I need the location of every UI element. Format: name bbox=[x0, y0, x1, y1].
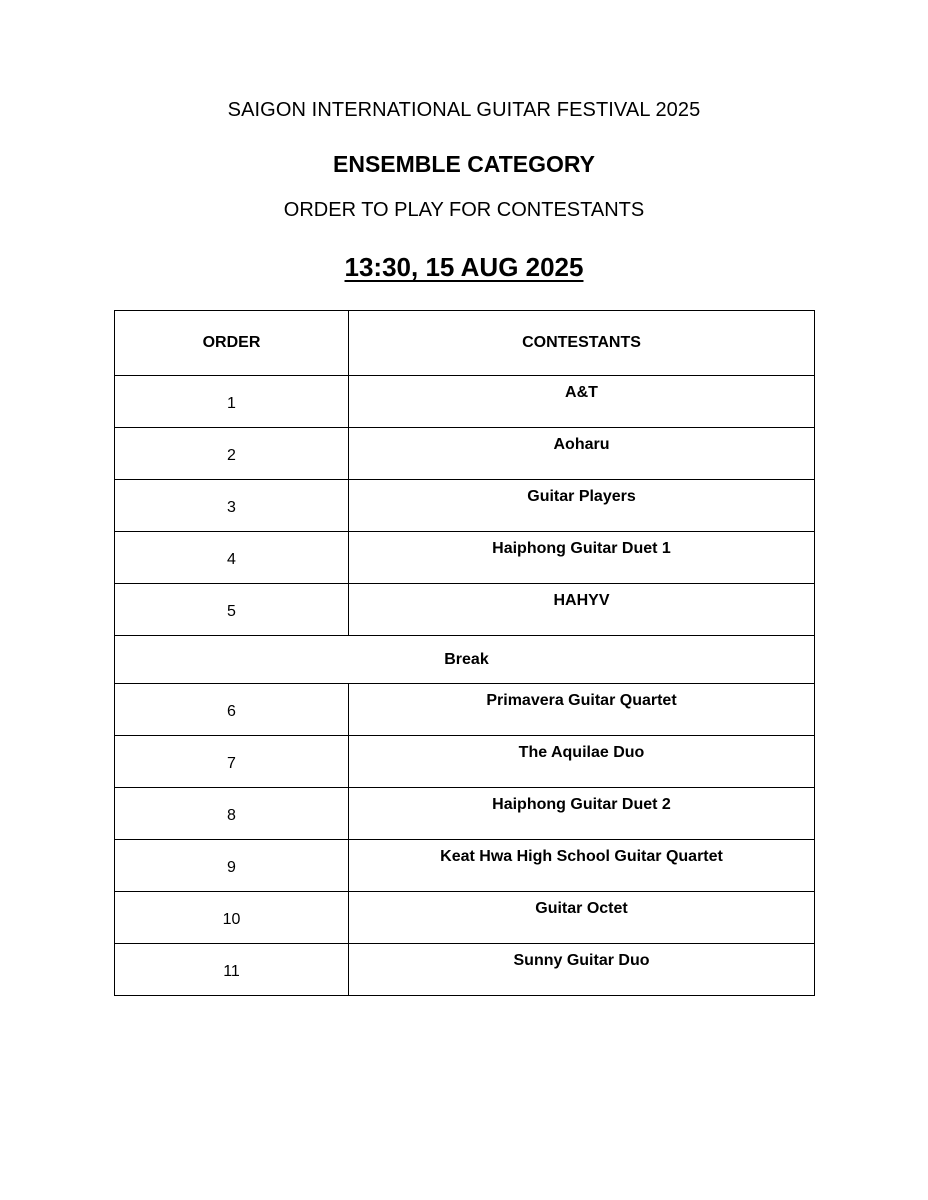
contestant-name-text: HAHYV bbox=[553, 592, 610, 609]
contestant-name bbox=[349, 892, 815, 944]
order-number: 4 bbox=[115, 532, 349, 584]
table-row bbox=[115, 376, 815, 428]
order-number: 3 bbox=[115, 480, 349, 532]
order-column-header: ORDER bbox=[115, 311, 349, 376]
table-row bbox=[115, 736, 815, 788]
contestant-name bbox=[349, 532, 815, 584]
festival-title: SAIGON INTERNATIONAL GUITAR FESTIVAL 2025 bbox=[227, 99, 701, 121]
break-cell bbox=[115, 636, 815, 684]
schedule-table bbox=[114, 310, 815, 996]
contestant-name bbox=[349, 840, 815, 892]
contestant-name-text: Aoharu bbox=[553, 436, 610, 453]
contestant-name bbox=[349, 944, 815, 996]
order-number: 6 bbox=[115, 684, 349, 736]
contestant-name bbox=[349, 428, 815, 480]
order-number: 11 bbox=[115, 944, 349, 996]
order-number: 10 bbox=[115, 892, 349, 944]
order-number: 5 bbox=[115, 584, 349, 636]
session-time: 13:30, 15 AUG 2025 bbox=[344, 252, 584, 282]
table-row bbox=[115, 584, 815, 636]
contestant-name-text: Haiphong Guitar Duet 1 bbox=[492, 540, 671, 557]
contestant-name-text: The Aquilae Duo bbox=[518, 744, 645, 761]
table-row bbox=[115, 788, 815, 840]
contestant-name bbox=[349, 736, 815, 788]
contestant-name-text: Guitar Players bbox=[527, 488, 636, 505]
table-row bbox=[115, 684, 815, 736]
contestant-name-text: Keat Hwa High School Guitar Quartet bbox=[440, 848, 723, 865]
contestant-name-text: Guitar Octet bbox=[535, 900, 628, 917]
table-header-row bbox=[115, 311, 815, 376]
order-number: 8 bbox=[115, 788, 349, 840]
contestant-name bbox=[349, 376, 815, 428]
table-row bbox=[115, 944, 815, 996]
category-title: ENSEMBLE CATEGORY bbox=[333, 151, 595, 177]
table-row bbox=[115, 532, 815, 584]
order-number: 7 bbox=[115, 736, 349, 788]
contestant-name-text: Haiphong Guitar Duet 2 bbox=[492, 796, 671, 813]
contestant-name-text: Sunny Guitar Duo bbox=[513, 952, 650, 969]
contestant-name bbox=[349, 480, 815, 532]
contestant-name bbox=[349, 788, 815, 840]
order-number: 9 bbox=[115, 840, 349, 892]
table-row bbox=[115, 840, 815, 892]
order-number: 2 bbox=[115, 428, 349, 480]
contestant-name bbox=[349, 684, 815, 736]
table-row bbox=[115, 892, 815, 944]
table-row bbox=[115, 428, 815, 480]
contestant-name bbox=[349, 584, 815, 636]
table-row bbox=[115, 480, 815, 532]
break-row bbox=[115, 636, 815, 684]
order-subtitle: ORDER TO PLAY FOR CONTESTANTS bbox=[283, 199, 645, 221]
contestants-column-header: CONTESTANTS bbox=[349, 311, 815, 376]
contestant-name-text: Primavera Guitar Quartet bbox=[486, 692, 677, 709]
contestant-name-text: A&T bbox=[565, 384, 598, 401]
order-number: 1 bbox=[115, 376, 349, 428]
break-label: Break bbox=[444, 650, 489, 668]
